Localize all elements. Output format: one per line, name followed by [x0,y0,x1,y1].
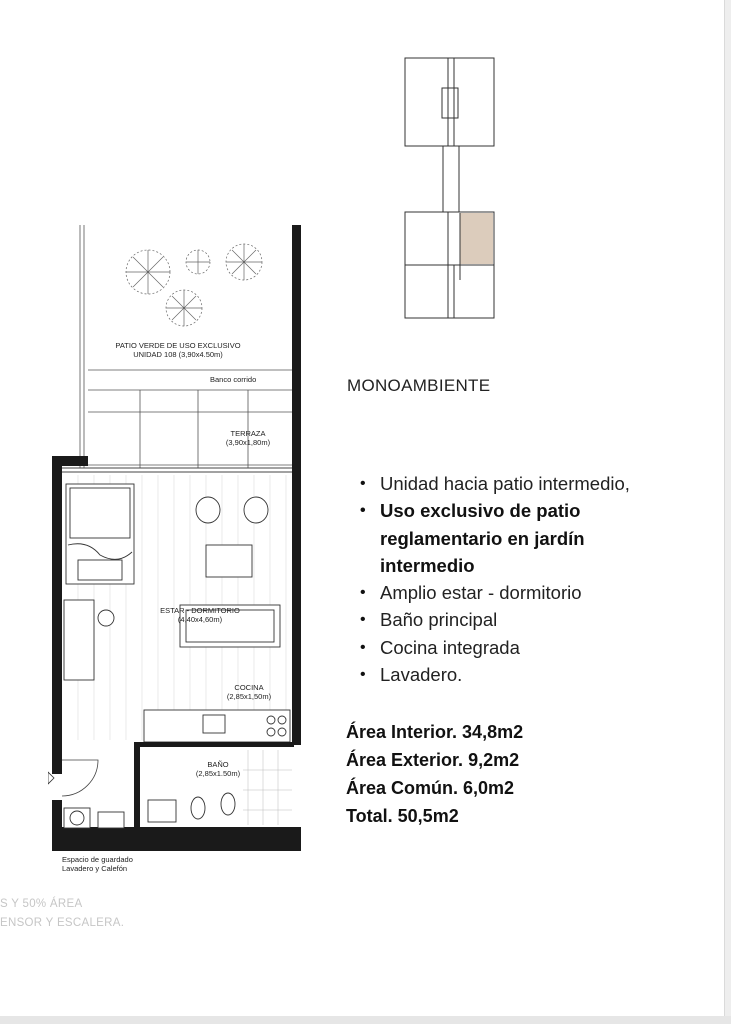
cut-off-text-2: ENSOR Y ESCALERA. [0,917,125,929]
kitchen-label: COCINA (2,85x1,50m) [226,683,272,701]
tree-icon [126,244,262,326]
feature-item: • Lavadero. [358,661,630,688]
washer-icon [64,808,124,828]
feature-item: • Baño principal [358,606,630,633]
patio-label: PATIO VERDE DE USO EXCLUSIVO UNIDAD 108 (3,90x4.50m) [115,341,241,359]
bench-label: Banco corrido [210,375,257,384]
desk-icon [64,600,114,680]
feature-item: • Cocina integrada [358,634,630,661]
key-plan [400,55,500,325]
table-icon [206,545,252,577]
unit-highlight [460,213,493,264]
cut-off-text-1: S Y 50% ÁREA [0,898,83,910]
living-label: ESTAR - DORMITORIO (4,40x4,60m) [160,606,240,624]
bath-label: BAÑO (2,85x1.50m) [195,760,241,778]
area-comun: Área Común. 6,0m2 [346,778,515,798]
floor-plan [48,220,308,873]
bottom-edge [0,1016,731,1024]
areas-summary [346,718,523,830]
terrace-label: TERRAZA (3,90x1,80m) [225,429,271,447]
feature-item: • Amplio estar - dormitorio [358,579,630,606]
kitchen-counter [144,710,290,742]
chair-icon [196,497,268,523]
area-total: Total. 50,5m2 [346,806,459,826]
area-interior: Área Interior. 34,8m2 [346,722,524,742]
unit-type-title: MONOAMBIENTE [347,376,491,395]
feature-item: • Unidad hacia patio intermedio, [358,470,630,497]
feature-item: • Uso exclusivo de patio reglamentario en jardín intermedio [358,497,620,579]
page-edge [724,0,731,1024]
door-swing [62,760,98,796]
bathroom-fixtures [148,793,235,822]
area-exterior: Área Exterior. 9,2m2 [346,750,520,770]
storage-label: Espacio de guardado Lavadero y Calefón [62,855,133,873]
bed-icon [66,484,134,584]
floor-plan-drawing [48,220,308,860]
features-list [358,470,630,688]
